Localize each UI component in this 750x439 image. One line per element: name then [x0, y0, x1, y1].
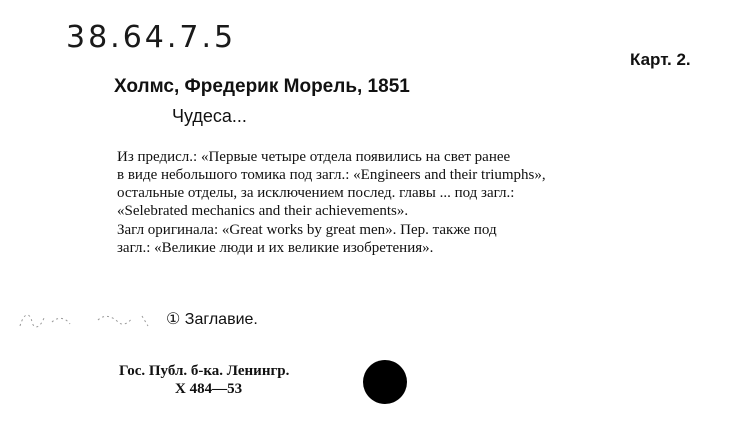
inventory-number: Х 484—53 [175, 381, 243, 397]
library-stamp [119, 362, 289, 398]
library-name: Гос. Публ. б-ка. Ленингр. [119, 363, 290, 379]
note-line: Из предисл.: «Первые четыре отдела появились на свет ранее [117, 149, 511, 165]
note-preface [117, 148, 703, 220]
note-line: остальные отделы, за исключением послед. главы ... под загл.: [117, 185, 515, 201]
shelfmark: 38.64.7.5 [66, 20, 237, 55]
note-line: Загл оригинала: «Great works by great men». Пер. также под [117, 222, 497, 238]
card-number: Карт. 2. [630, 50, 691, 69]
note-line: в виде небольшого томика под загл.: «Engineers and their triumphs», [117, 167, 546, 183]
title: Чудеса... [172, 106, 247, 126]
punch-hole [363, 360, 407, 404]
note-line: «Selebrated mechanics and their achievements». [117, 203, 409, 219]
author-heading: Холмс, Фредерик Морель, 1851 [114, 76, 410, 97]
note-original-title [117, 221, 703, 257]
faint-handwriting [14, 308, 164, 332]
tracing-title: ① Заглавие. [166, 311, 258, 328]
note-line: загл.: «Великие люди и их великие изобретения». [117, 240, 434, 256]
